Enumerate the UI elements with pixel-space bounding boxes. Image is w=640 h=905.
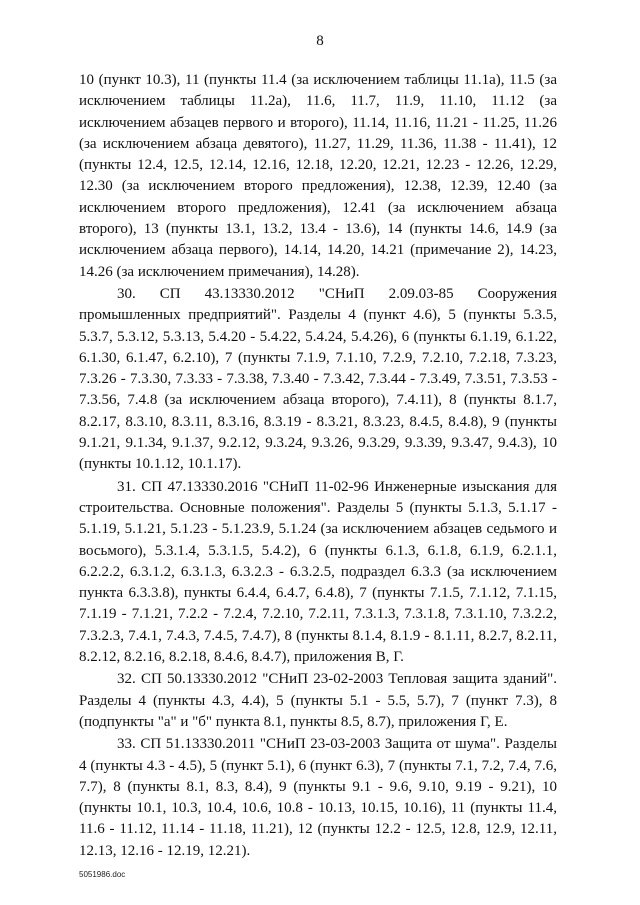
document-body — [79, 70, 557, 862]
page-number: 8 — [316, 33, 324, 49]
footer-filename: 5051986.doc — [79, 870, 126, 879]
list-item-32: 32. СП 50.13330.2012 "СНиП 23-02-2003 Тепловая защита зданий". Разделы 4 (пункты 4.3, 4.4), 5 (пункты 5.1 - 5.5, 5.7), 7 (пункт 7.3), 8 (подпункты "а" и "б" пункта 8.1, пункты 8.5, 8.7), приложения Г, Е. — [79, 671, 557, 730]
list-item-31: 31. СП 47.13330.2016 "СНиП 11-02-96 Инженерные изыскания для строительства. Основные положения". Разделы 5 (пункты 5.1.3, 5.1.17 - 5.1.19, 5.1.21, 5.1.23 - 5.1.23.9, 5.1.24 (за исключением абзацев седьмого и восьмого), 5.3.1.4, 5.3.1.5, 5.4.2), 6 (пункты 6.1.3, 6.1.8, 6.1.9, 6.2.1.1, 6.2.2.2, 6.3.1.2, 6.3.1.3, 6.3.2.3 - 6.3.2.5, подраздел 6.3.3 (за исключением пункта 6.3.3.8), пункты 6.4.4, 6.4.7, 6.4.8), 7 (пункты 7.1.5, 7.1.12, 7.1.15, 7.1.19 - 7.1.21, 7.2.2 - 7.2.4, 7.2.10, 7.2.11, 7.3.1.3, 7.3.1.8, 7.3.1.10, 7.3.2.2, 7.3.2.3, 7.4.1, 7.4.3, 7.4.5, 7.4.7), 8 (пункты 8.1.4, 8.1.9 - 8.1.11, 8.2.7, 8.2.11, 8.2.12, 8.2.16, 8.2.18, 8.4.6, 8.4.7), приложения В, Г. — [79, 478, 557, 666]
list-item-30: 30. СП 43.13330.2012 "СНиП 2.09.03-85 Сооружения промышленных предприятий". Разделы 4 (пункт 4.6), 5 (пункты 5.3.5, 5.3.7, 5.3.12, 5.3.13, 5.4.20 - 5.4.22, 5.4.24, 5.4.26), 6 (пункты 6.1.19, 6.1.22, 6.1.30, 6.1.47, 6.2.10), 7 (пункты 7.1.9, 7.1.10, 7.2.9, 7.2.10, 7.2.18, 7.3.23, 7.3.26 - 7.3.30, 7.3.33 - 7.3.38, 7.3.40 - 7.3.42, 7.3.44 - 7.3.49, 7.3.51, 7.3.53 - 7.3.56, 7.4.8 (за исключением абзаца второго), 7.4.11), 8 (пункты 8.1.7, 8.2.17, 8.3.10, 8.3.11, 8.3.16, 8.3.19 - 8.3.21, 8.3.23, 8.4.5, 8.4.8), 9 (пункты 9.1.21, 9.1.34, 9.1.37, 9.2.12, 9.3.24, 9.3.26, 9.3.29, 9.3.39, 9.3.47, 9.4.3), 10 (пункты 10.1.12, 10.1.17). — [79, 285, 557, 473]
list-item-33: 33. СП 51.13330.2011 "СНиП 23-03-2003 Защита от шума". Разделы 4 (пункты 4.3 - 4.5), 5 (пункт 5.1), 6 (пункт 6.3), 7 (пункты 7.1, 7.2, 7.4, 7.6, 7.7), 8 (пункты 8.1, 8.3, 8.4), 9 (пункты 9.1 - 9.6, 9.10, 9.19 - 9.21), 10 (пункты 10.1, 10.3, 10.4, 10.6, 10.8 - 10.13, 10.15, 10.16), 11 (пункты 11.4, 11.6 - 11.12, 11.14 - 11.18, 11.21), 12 (пункты 12.2 - 12.5, 12.8, 12.9, 12.11, 12.13, 12.16 - 12.19, 12.21). — [79, 736, 557, 859]
paragraph-continuation: 10 (пункт 10.3), 11 (пункты 11.4 (за исключением таблицы 11.1а), 11.5 (за исключением таблицы 11.2а), 11.6, 11.7, 11.9, 11.10, 11.12 (за исключением абзацев первого и второго), 11.14, 11.16, 11.21 - 11.25, 11.26 (за исключением абзаца девятого), 11.27, 11.29, 11.36, 11.38 - 11.41), 12 (пункты 12.4, 12.5, 12.14, 12.16, 12.18, 12.20, 12.21, 12.23 - 12.26, 12.29, 12.30 (за исключением второго предложения), 12.38, 12.39, 12.40 (за исключением второго предложения), 12.41 (за исключением абзаца второго), 13 (пункты 13.1, 13.2, 13.4 - 13.6), 14 (пункты 14.6, 14.9 (за исключением абзаца первого), 14.14, 14.20, 14.21 (примечание 2), 14.23, 14.26 (за исключением примечания), 14.28). — [79, 72, 557, 280]
